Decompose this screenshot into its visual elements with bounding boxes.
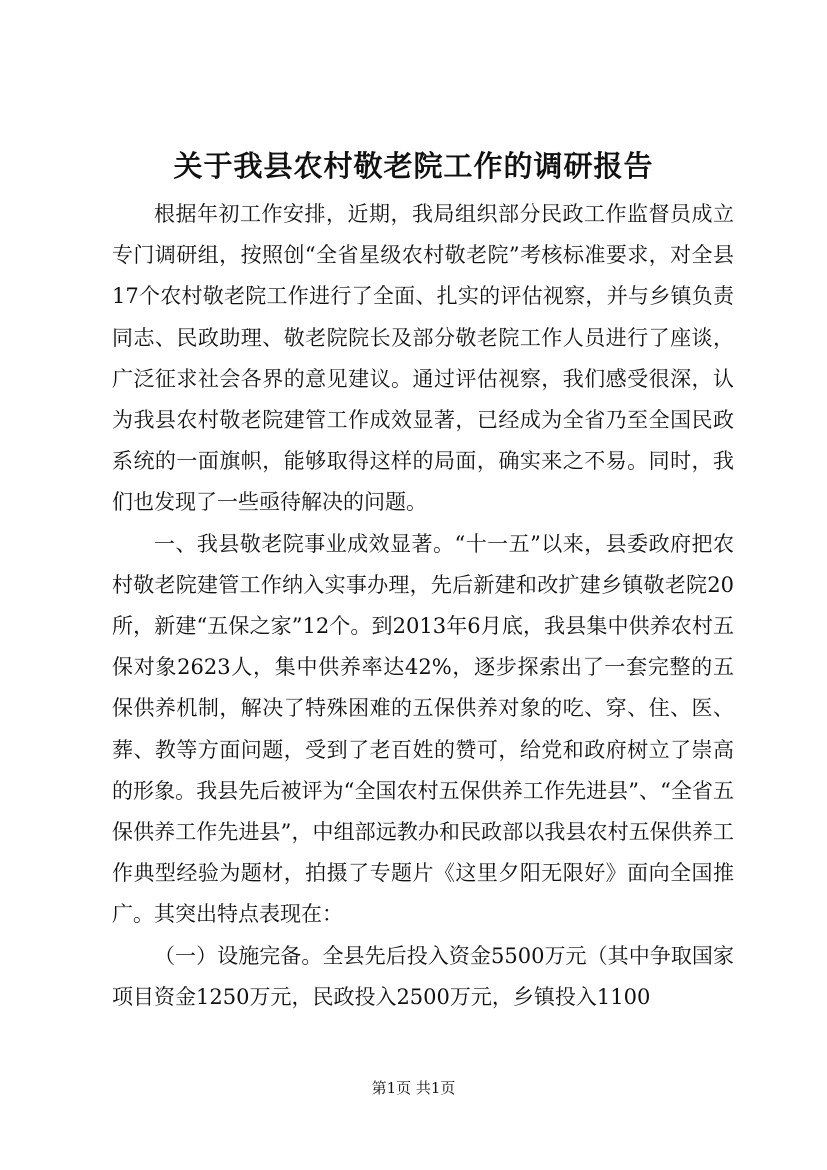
document-body — [112, 194, 734, 1018]
paragraph-intro: 根据年初工作安排，近期，我局组织部分民政工作监督员成立专门调研组，按照创“全省星级农村敬老院”考核标准要求，对全县17个农村敬老院工作进行了全面、扎实的评估视察，并与乡镇负责同志、民政助理、敬老院院长及部分敬老院工作人员进行了座谈，广泛征求社会各界的意见建议。通过评估视察，我们感受很深，认为我县农村敬老院建管工作成效显著，已经成为全省乃至全国民政系统的一面旗帜，能够取得这样的局面，确实来之不易。同时，我们也发现了一些亟待解决的问题。 — [112, 202, 734, 515]
document-title: 关于我县农村敬老院工作的调研报告 — [173, 149, 654, 183]
paragraph-section-one: 一、我县敬老院事业成效显著。“十一五”以来，县委政府把农村敬老院建管工作纳入实事办理，先后新建和改扩建乡镇敬老院20所，新建“五保之家”12个。到2013年6月底，我县集中供养农村五保对象2623人，集中供养率达42%，逐步探索出了一套完整的五保供养机制，解决了特殊困难的五保供养对象的吃、穿、住、医、葬、教等方面问题，受到了老百姓的赞可，给党和政府树立了崇高的形象。我县先后被评为“全国农村五保供养工作先进县”、“全省五保供养工作先进县”，中组部远教办和民政部以我县农村五保供养工作典型经验为题材，拍摄了专题片《这里夕阳无限好》面向全国推广。其突出特点表现在： — [112, 531, 734, 927]
page-number-footer: 第1页 共1页 — [371, 1079, 456, 1097]
paragraph-facilities: （一）设施完备。全县先后投入资金5500万元（其中争取国家项目资金1250万元，民政投入2500万元，乡镇投入1100 — [112, 943, 734, 1009]
